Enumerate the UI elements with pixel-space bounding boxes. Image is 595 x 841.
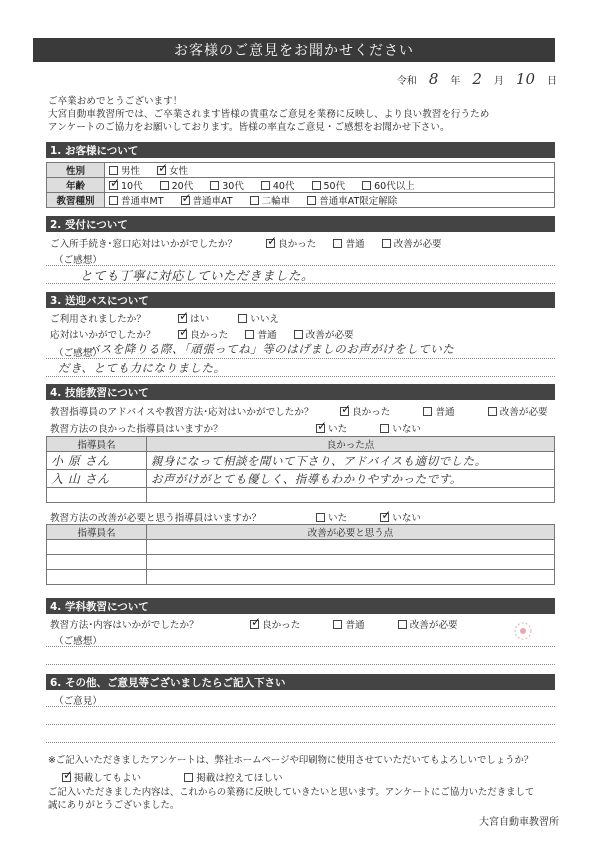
age-option[interactable]: 30代 <box>210 178 244 192</box>
instructor-comment[interactable] <box>147 570 555 585</box>
bus-service-question: 応対はいかがでしたか？ <box>50 330 156 341</box>
consent-option-deny[interactable]: 掲載は控えてほしい <box>184 770 282 784</box>
option-normal[interactable]: 普通 <box>245 327 276 341</box>
checkbox-checked-icon[interactable] <box>157 166 166 175</box>
section-1-header: 1. お客様について <box>46 142 555 158</box>
answer-line <box>46 358 555 359</box>
improve-instructor-question: 教習方法の改善が必要と思う指導員はいますか？ <box>50 513 262 524</box>
checkbox-icon[interactable] <box>109 196 118 205</box>
checkbox-checked-icon[interactable] <box>109 181 118 190</box>
course-option[interactable]: 普通車AT限定解除 <box>307 193 397 207</box>
checkbox-icon[interactable] <box>312 181 321 190</box>
checkbox-icon[interactable] <box>362 181 371 190</box>
closing-line: ご記入いただきました内容は、これからの業務に反映していきたいと思います。アンケートにご協力いただきまして <box>48 787 535 798</box>
intro-line: 大宮自動車教習所では、ご卒業されます皆様の貴重なご意見を業務に反映し、より良い教習を行うため <box>48 109 490 120</box>
age-option[interactable]: 50代 <box>312 178 346 192</box>
reception-answer[interactable]: とても丁寧に対応していただきました。 <box>80 268 315 283</box>
date-day[interactable]: 10 <box>515 70 535 88</box>
checkbox-icon[interactable] <box>210 181 219 190</box>
checkbox-icon[interactable] <box>238 314 247 323</box>
intro-line: ご卒業おめでとうございます！ <box>48 96 183 107</box>
bus-answer-line2[interactable]: だき、とても力になりました。 <box>58 361 226 375</box>
reception-options <box>266 236 456 250</box>
customer-info-table <box>46 162 555 208</box>
instructor-comment[interactable] <box>147 555 555 570</box>
course-option[interactable]: 二輪車 <box>250 193 291 207</box>
answer-line[interactable] <box>46 664 555 665</box>
skill-advice-question: 教習指導員のアドバイスや教習方法･応対はいかがでしたか？ <box>50 407 314 418</box>
table-row <box>47 470 555 488</box>
age-option[interactable]: 40代 <box>261 178 295 192</box>
reception-question: ご入所手続き･窓口応対はいかがでしたか？ <box>50 239 238 250</box>
good-instructor-question: 教習方法の良かった指導員はいますか？ <box>50 424 223 435</box>
col-instructor: 指導員名 <box>47 437 147 452</box>
checkbox-icon[interactable] <box>380 424 389 433</box>
instructor-comment[interactable]: お声がけがとても優しく、指導もわかりやすかったです。 <box>147 470 555 488</box>
answer-line[interactable] <box>46 646 555 647</box>
checkbox-icon[interactable] <box>250 196 259 205</box>
consent-options <box>62 770 297 784</box>
date-day-unit: 日 <box>547 76 557 87</box>
option-normal[interactable]: 普通 <box>423 404 454 418</box>
gender-label: 性別 <box>47 163 105 178</box>
instructor-comment[interactable] <box>147 488 555 503</box>
improve-instructor-options <box>316 510 435 524</box>
checkbox-icon[interactable] <box>382 239 391 248</box>
checkbox-icon[interactable] <box>316 513 325 522</box>
date-era: 令和 <box>396 76 417 87</box>
option-good[interactable]: ✓ 良かった <box>178 327 228 341</box>
bus-usage-options <box>178 311 293 325</box>
date-month[interactable]: 2 <box>472 70 482 88</box>
age-option[interactable]: 60代以上 <box>362 178 415 192</box>
option-improve[interactable]: 改善が必要 <box>488 404 548 418</box>
col-improve-points: 改善が必要と思う点 <box>147 525 555 540</box>
impressions-label: （ご感想） <box>54 348 102 359</box>
course-option[interactable]: 普通車MT <box>109 193 164 207</box>
option-yes[interactable]: いた <box>316 510 347 524</box>
instructor-name[interactable]: 小 原 さん <box>47 452 147 470</box>
age-option[interactable]: 20代 <box>160 178 194 192</box>
checkbox-checked-icon[interactable] <box>340 407 349 416</box>
table-row <box>47 488 555 503</box>
option-no[interactable]: いいえ <box>238 311 279 325</box>
intro-line: アンケートのご協力をお願いしております。皆様の率直なご意見・ご感想をお聞かせ下さい。 <box>48 122 450 133</box>
form-title: お客様のご意見をお聞かせください <box>33 38 555 62</box>
gender-option-female[interactable]: ✓ 女性 <box>157 163 188 177</box>
course-label: 教習種別 <box>47 193 105 208</box>
option-yes[interactable]: ✓ いた <box>316 421 347 435</box>
age-label: 年齢 <box>47 178 105 193</box>
option-no[interactable]: いない <box>380 421 421 435</box>
instructor-comment[interactable]: 親身になって相談を聞いて下さり、アドバイスも適切でした。 <box>147 452 555 470</box>
date-month-unit: 月 <box>493 76 504 87</box>
option-yes[interactable]: ✓ はい <box>178 311 209 325</box>
checkbox-checked-icon[interactable] <box>316 424 325 433</box>
col-good-points: 良かった点 <box>147 437 555 452</box>
opinion-label: （ご意見） <box>54 696 102 707</box>
good-instructor-options <box>316 421 435 435</box>
academic-options <box>250 617 472 631</box>
age-options <box>105 178 555 193</box>
option-no[interactable]: ✓ いない <box>380 510 421 524</box>
checkbox-checked-icon[interactable] <box>380 513 389 522</box>
consent-option-allow[interactable]: ✓掲載してもよい <box>62 770 141 784</box>
date-field <box>397 70 557 88</box>
skill-advice-options <box>340 404 548 418</box>
instructor-name[interactable]: 入 山 さん <box>47 470 147 488</box>
checkbox-checked-icon[interactable] <box>266 239 275 248</box>
bus-answer-line1[interactable]: バスを降りる際、「頑張ってね」等のはげましのお声がけをしていた <box>88 342 455 356</box>
checkbox-icon[interactable] <box>333 620 342 629</box>
section-academic-header: 4. 学科教習について <box>46 598 555 614</box>
bus-service-options <box>178 327 368 341</box>
improve-instructor-table <box>46 524 555 585</box>
closing-line: 誠にありがとうございました。 <box>48 800 180 811</box>
instructor-name[interactable] <box>47 570 147 585</box>
option-improve[interactable]: 改善が必要 <box>294 327 354 341</box>
section-2-header: 2. 受付について <box>46 216 555 232</box>
checkbox-icon[interactable] <box>398 620 407 629</box>
table-row <box>47 540 555 555</box>
checkbox-icon[interactable] <box>488 407 497 416</box>
checkbox-checked-icon[interactable] <box>181 196 190 205</box>
option-good[interactable]: ✓ 良かった <box>340 404 390 418</box>
option-improve[interactable]: 改善が必要 <box>382 236 442 250</box>
checkbox-icon[interactable] <box>333 239 342 248</box>
bus-usage-question: ご利用されましたか？ <box>50 314 146 325</box>
checkbox-icon[interactable] <box>245 330 254 339</box>
option-good[interactable]: ✓ 良かった <box>266 236 316 250</box>
seal-stamp-icon <box>510 620 536 642</box>
impressions-label: （ご感想） <box>54 255 102 266</box>
checkbox-checked-icon[interactable] <box>178 330 187 339</box>
checkbox-checked-icon[interactable] <box>250 620 259 629</box>
academic-question: 教習方法･内容はいかがでしたか？ <box>50 620 199 631</box>
option-normal[interactable]: 普通 <box>333 617 364 631</box>
checkbox-icon[interactable] <box>109 166 118 175</box>
date-year-unit: 年 <box>450 76 461 87</box>
section-3-header: 3. 送迎バスについて <box>46 292 555 308</box>
option-improve[interactable]: 改善が必要 <box>398 617 458 631</box>
good-instructor-table <box>46 436 555 503</box>
checkbox-checked-icon[interactable] <box>62 773 71 782</box>
impressions-label: （ご感想） <box>54 636 102 647</box>
checkbox-icon[interactable] <box>294 330 303 339</box>
table-row <box>47 452 555 470</box>
closing-text <box>48 786 558 812</box>
checkbox-icon[interactable] <box>261 181 270 190</box>
instructor-comment[interactable] <box>147 540 555 555</box>
instructor-name[interactable] <box>47 488 147 503</box>
table-row <box>47 555 555 570</box>
checkbox-icon[interactable] <box>307 196 316 205</box>
checkbox-checked-icon[interactable] <box>178 314 187 323</box>
col-instructor: 指導員名 <box>47 525 147 540</box>
intro-text <box>48 95 553 134</box>
age-option[interactable]: ✓ 10代 <box>109 178 143 192</box>
checkbox-icon[interactable] <box>184 773 193 782</box>
answer-line[interactable] <box>46 706 555 707</box>
checkbox-icon[interactable] <box>160 181 169 190</box>
checkbox-icon[interactable] <box>423 407 432 416</box>
organization-name: 大宮自動車教習所 <box>479 817 559 828</box>
option-good[interactable]: ✓ 良かった <box>250 617 300 631</box>
table-row <box>47 570 555 585</box>
instructor-name[interactable] <box>47 540 147 555</box>
answer-line <box>46 376 555 377</box>
option-normal[interactable]: 普通 <box>333 236 364 250</box>
date-year[interactable]: 8 <box>428 70 439 88</box>
answer-line[interactable] <box>46 724 555 725</box>
consent-question: ※ご記入いただきましたアンケートは、弊社ホームページや印刷物に使用させていただいてもよろしいでしょうか？ <box>48 755 534 766</box>
course-option[interactable]: ✓ 普通車AT <box>181 193 233 207</box>
section-6-header: 6. その他、ご意見等ございましたらご記入下さい <box>46 674 555 690</box>
course-options <box>105 193 555 208</box>
section-4-header: 4. 技能教習について <box>46 384 555 400</box>
gender-option-male[interactable]: 男性 <box>109 163 140 177</box>
answer-line[interactable] <box>46 742 555 743</box>
instructor-name[interactable] <box>47 555 147 570</box>
gender-options <box>105 163 555 178</box>
